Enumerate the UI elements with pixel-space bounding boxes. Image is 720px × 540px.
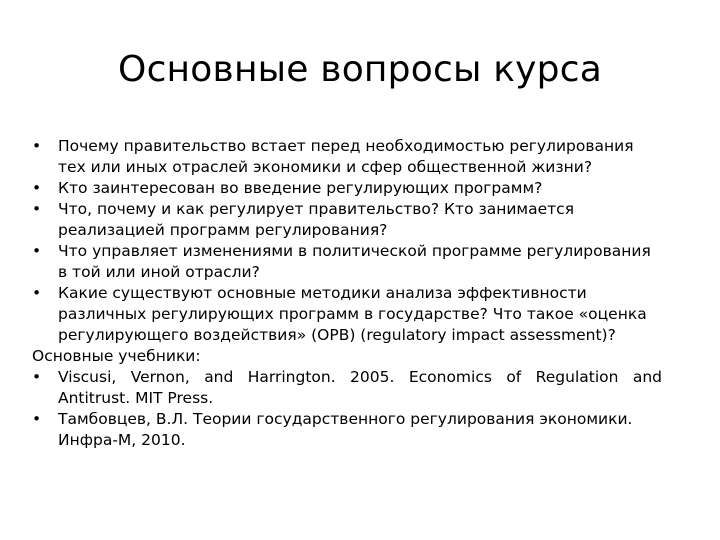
bullet-icon: • (32, 200, 42, 218)
question-item (32, 283, 662, 346)
bullet-icon: • (32, 179, 42, 197)
bullet-icon: • (32, 410, 42, 428)
bullet-icon: • (32, 368, 42, 386)
textbook-item (32, 367, 662, 409)
bullet-icon: • (32, 137, 42, 155)
question-item (32, 241, 662, 283)
textbook-text: Тамбовцев, В.Л. Теории государственного регулирования экономики. Инфра-М, 2010. (58, 410, 633, 449)
textbook-text: Viscusi, Vernon, and Harrington. 2005. Economics of Regulation and Antitrust. MIT Press. (58, 368, 662, 407)
textbook-item (32, 409, 662, 451)
slide-body (32, 136, 662, 451)
bullet-icon: • (32, 284, 42, 302)
question-text: Что, почему и как регулирует правительство? Кто занимается реализацией программ регулирования? (58, 200, 575, 239)
question-item (32, 178, 662, 199)
question-item (32, 136, 662, 178)
textbooks-heading: Основные учебники: (32, 347, 201, 365)
question-text: Какие существуют основные методики анализа эффективности различных регулирующих программ в государстве? Что такое «оценка регулирующего воздействия» (ОРВ) (regulatory impact assessment)? (58, 284, 647, 344)
question-text: Что управляет изменениями в политической программе регулирования в той или иной отрасли? (58, 242, 651, 281)
question-text: Кто заинтересован во введение регулирующих программ? (58, 179, 543, 197)
question-text: Почему правительство встает перед необходимостью регулирования тех или иных отраслей экономики и сфер общественной жизни? (58, 137, 634, 176)
slide-title: Основные вопросы курса (118, 49, 602, 90)
bullet-icon: • (32, 242, 42, 260)
question-item (32, 199, 662, 241)
